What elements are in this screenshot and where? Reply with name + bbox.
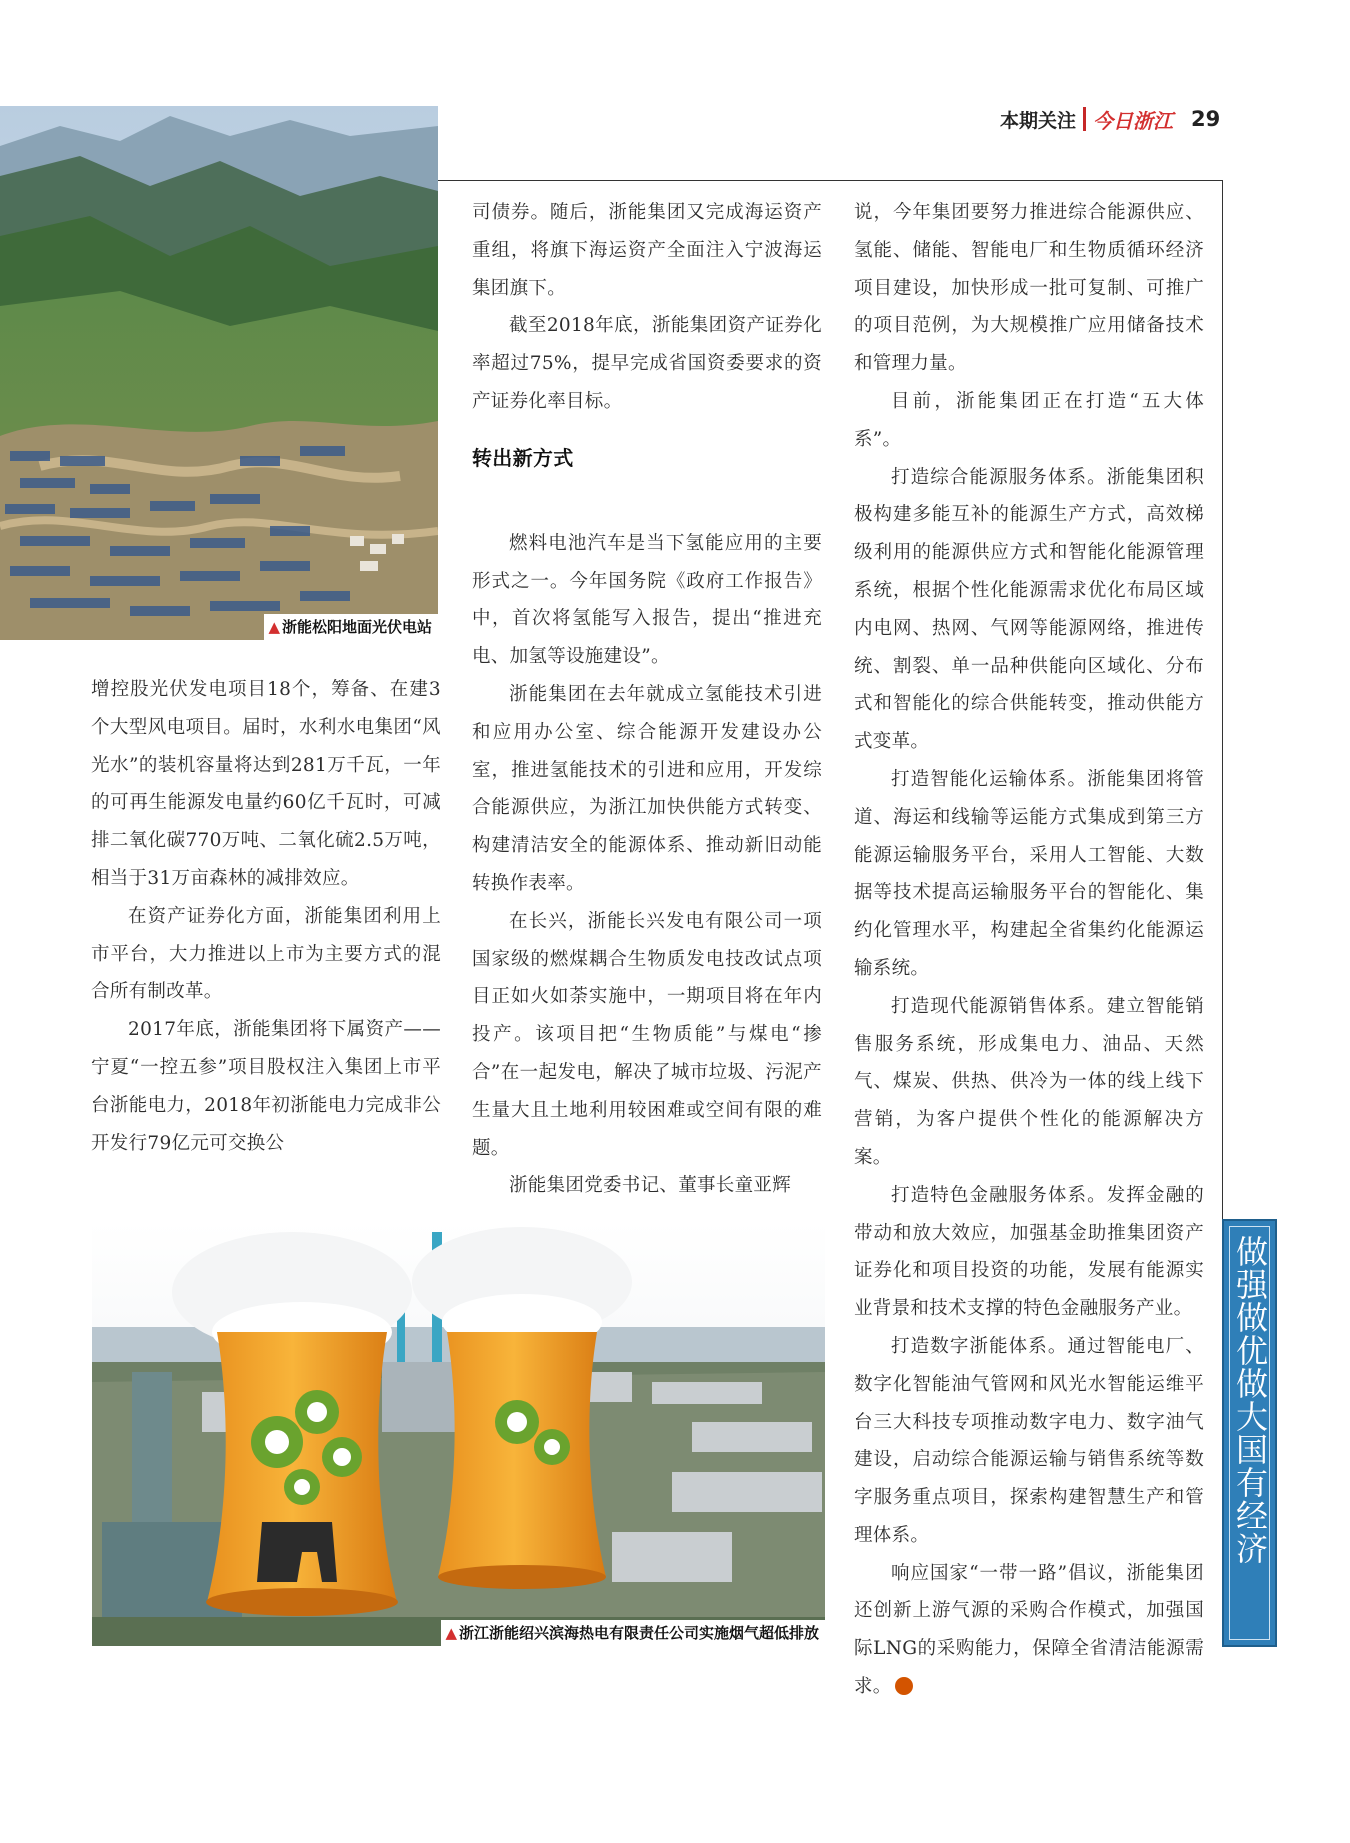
caption-triangle-icon: ▲ (445, 1624, 457, 1642)
paragraph: 司债券。随后，浙能集团又完成海运资产重组，将旗下海运资产全面注入宁波海运集团旗下。 (472, 202, 822, 299)
paragraph: 打造现代能源销售体系。建立智能销售服务系统，形成集电力、油品、天然气、煤炭、供热、供冷为一体的线上线下营销，为客户提供个性化的能源解决方案。 (854, 995, 1204, 1168)
side-banner (1222, 1219, 1277, 1647)
paragraph: 说，今年集团要努力推进综合能源供应、氢能、储能、智能电厂和生物质循环经济项目建设，加快形成一批可复制、可推广的项目范例，为大规模推广应用储备技术和管理力量。 (854, 202, 1204, 375)
paragraph: 增控股光伏发电项目18个，筹备、在建3个大型风电项目。届时，水利水电集团“风光水”的装机容量将达到281万千瓦，一年的可再生能源发电量约60亿千瓦时，可减排二氧化碳770万吨、二氧化硫2.5万吨，相当于31万亩森林的减排效应。 (91, 679, 441, 889)
cooling-towers-photo (92, 1222, 825, 1646)
towers-photo-caption: ▲ 浙江浙能绍兴滨海热电有限责任公司实施烟气超低排放 (441, 1620, 825, 1646)
paragraph: 在资产证券化方面，浙能集团利用上市平台，大力推进以上市为主要方式的混合所有制改革。 (91, 905, 441, 1003)
paragraph: 浙能集团党委书记、董事长童亚辉 (509, 1175, 792, 1197)
caption-triangle-icon: ▲ (268, 618, 280, 636)
paragraph-final: 响应国家“一带一路”倡议，浙能集团还创新上游气源的采购合作模式，加强国际LNG的采购能力，保障全省清洁能源需求。 (854, 1562, 1204, 1698)
frame-top-line (438, 180, 1222, 181)
frame-right-line (1222, 180, 1223, 1220)
paragraph: 打造综合能源服务体系。浙能集团积极构建多能互补的能源生产方式，高效梯级利用的能源供应方式和智能化能源管理系统，根据个性化能源需求优化布局区域内电网、热网、气网等能源网络，推进传统、割裂、单一品种供能向区域化、分布式和智能化的综合供能转变，推动供能方式变革。 (854, 466, 1204, 753)
paragraph: 打造特色金融服务体系。发挥金融的带动和放大效应，加强基金助推集团资产证券化和项目投资的功能，发展有能源实业背景和技术支撑的特色金融服务产业。 (854, 1184, 1204, 1320)
paragraph: 截至2018年底，浙能集团资产证券化率超过75%，提早完成省国资委要求的资产证券化率目标。 (472, 315, 822, 412)
solar-photo-caption: ▲ 浙能松阳地面光伏电站 (264, 614, 438, 640)
article-end-icon (895, 1677, 913, 1695)
paragraph: 打造数字浙能体系。通过智能电厂、数字化智能油气管网和风光水智能运维平台三大科技专项推动数字电力、数字油气建设，启动综合能源运输与销售系统等数字服务重点项目，探索构建智慧生产和管理体系。 (854, 1335, 1204, 1546)
column-right (854, 194, 1204, 1706)
header-divider (1083, 107, 1086, 131)
page-header (1000, 104, 1300, 134)
magazine-logo: 今日浙江 (1093, 108, 1174, 133)
paragraph: 浙能集团在去年就成立氢能技术引进和应用办公室、综合能源开发建设办公室，推进氢能技术的引进和应用，开发综合能源供应，为浙江加快供能方式转变、构建清洁安全的能源体系、推动新旧动能转换作表率。 (472, 683, 822, 894)
page-number: 29 (1191, 107, 1221, 131)
column-left (91, 671, 441, 1162)
paragraph: 2017年底，浙能集团将下属资产——宁夏“一控五参”项目股权注入集团上市平台浙能电力，2018年初浙能电力完成非公开发行79亿元可交换公 (91, 1019, 441, 1154)
paragraph: 在长兴，浙能长兴发电有限公司一项国家级的燃煤耦合生物质发电技改试点项目正如火如荼实施中，一期项目将在年内投产。该项目把“生物质能”与煤电“掺合”在一起发电，解决了城市垃圾、污泥产生量大且土地利用较困难或空间有限的难题。 (472, 910, 822, 1159)
paragraph: 打造智能化运输体系。浙能集团将管道、海运和线输等运能方式集成到第三方能源运输服务平台，采用人工智能、大数据等技术提高运输服务平台的智能化、集约化管理水平，构建起全省集约化能源运输系统。 (854, 768, 1204, 979)
paragraph: 目前，浙能集团正在打造“五大体系”。 (854, 390, 1204, 450)
section-heading: 转出新方式 (472, 445, 574, 470)
section-label: 本期关注 (1000, 109, 1077, 132)
column-middle (472, 194, 822, 1205)
solar-station-photo (0, 106, 438, 640)
side-banner-text: 做强做优做大国有经济 (1231, 1235, 1269, 1565)
paragraph: 燃料电池汽车是当下氢能应用的主要形式之一。今年国务院《政府工作报告》中，首次将氢能写入报告，提出“推进充电、加氢等设施建设”。 (472, 532, 822, 668)
